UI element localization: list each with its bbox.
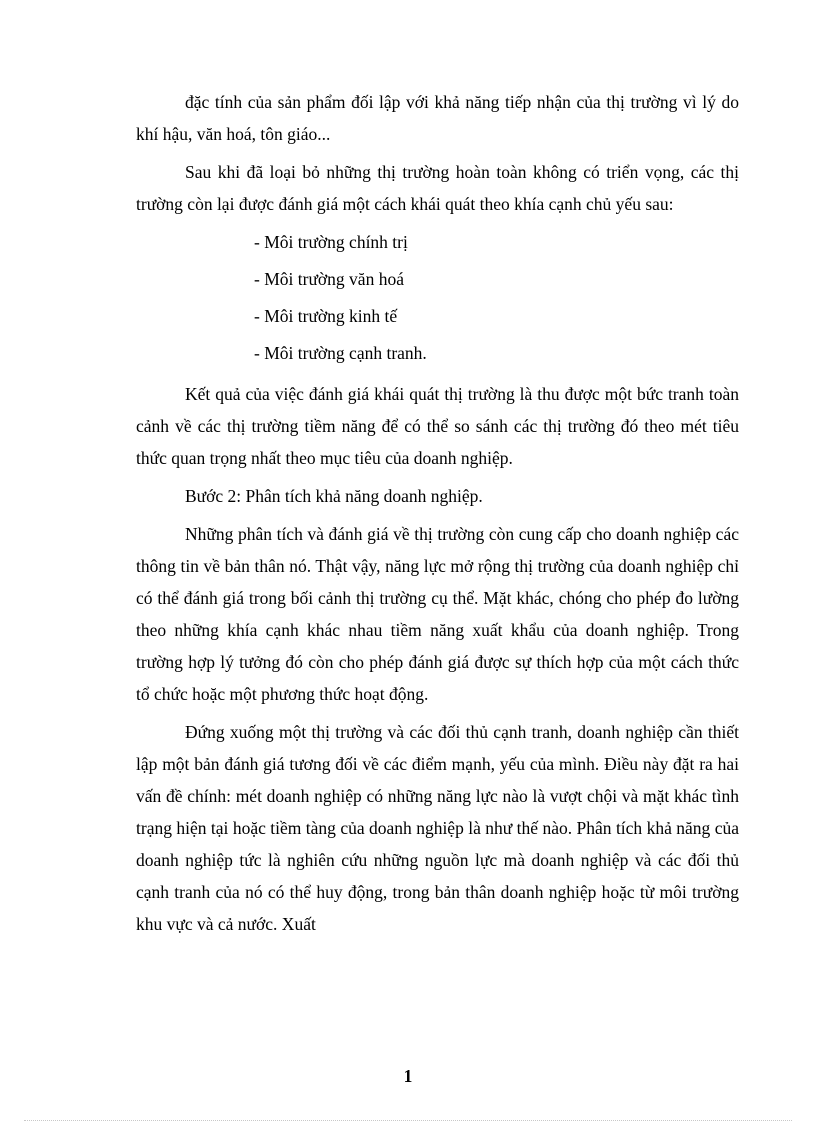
list-item: - Môi trường cạnh tranh. — [254, 343, 427, 363]
paragraph: Đứng xuống một thị trường và các đối thủ cạnh tranh, doanh nghiệp cần thiết lập một bản đánh giá tương đối về các điểm mạnh, yếu của mình. Điều này đặt ra hai vấn đề chính: mét doanh nghiệp có những năng lực nào là vượt chội và mặt khác tình trạng hiện tại hoặc tiềm tàng của doanh nghiệp là như thế nào. Phân tích khả năng của doanh nghiệp tức là nghiên cứu những nguồn lực mà doanh nghiệp và các đối thủ cạnh tranh của nó có thể huy động, trong bản thân doanh nghiệp hoặc từ môi trường khu vực và cả nước. Xuất — [136, 722, 739, 934]
paragraph: đặc tính của sản phẩm đối lập với khả năng tiếp nhận của thị trường vì lý do khí hậu, văn hoá, tôn giáo... — [136, 92, 739, 144]
page-number: 1 — [403, 1066, 413, 1086]
paragraph: Kết quả của việc đánh giá khái quát thị trường là thu được một bức tranh toàn cảnh về các thị trường tiềm năng để có thể so sánh các thị trường đó theo mét tiêu thức quan trọng nhất theo mục tiêu của doanh nghiệp. — [136, 384, 739, 468]
list-item: - Môi trường chính trị — [254, 232, 408, 252]
paragraph: Những phân tích và đánh giá về thị trường còn cung cấp cho doanh nghiệp các thông tin về bản thân nó. Thật vậy, năng lực mở rộng thị trường của doanh nghiệp chỉ có thể đánh giá trong bối cảnh thị trường cụ thể. Mặt khác, chóng cho phép đo lường theo những khía cạnh khác nhau tiềm năng xuất khẩu của doanh nghiệp. Trong trường hợp lý tưởng đó còn cho phép đánh giá được sự thích hợp của một cách thức tổ chức hoặc một phương thức hoạt động. — [136, 524, 739, 704]
footer-divider — [24, 1120, 792, 1121]
list-item: - Môi trường kinh tế — [254, 306, 398, 326]
section-heading: Bước 2: Phân tích khả năng doanh nghiệp. — [185, 486, 483, 506]
list-item: - Môi trường văn hoá — [254, 269, 404, 289]
bullet-list — [136, 224, 739, 372]
paragraph: Sau khi đã loại bỏ những thị trường hoàn toàn không có triển vọng, các thị trường còn lại được đánh giá một cách khái quát theo khía cạnh chủ yếu sau: — [136, 162, 739, 214]
page-body — [136, 86, 739, 940]
